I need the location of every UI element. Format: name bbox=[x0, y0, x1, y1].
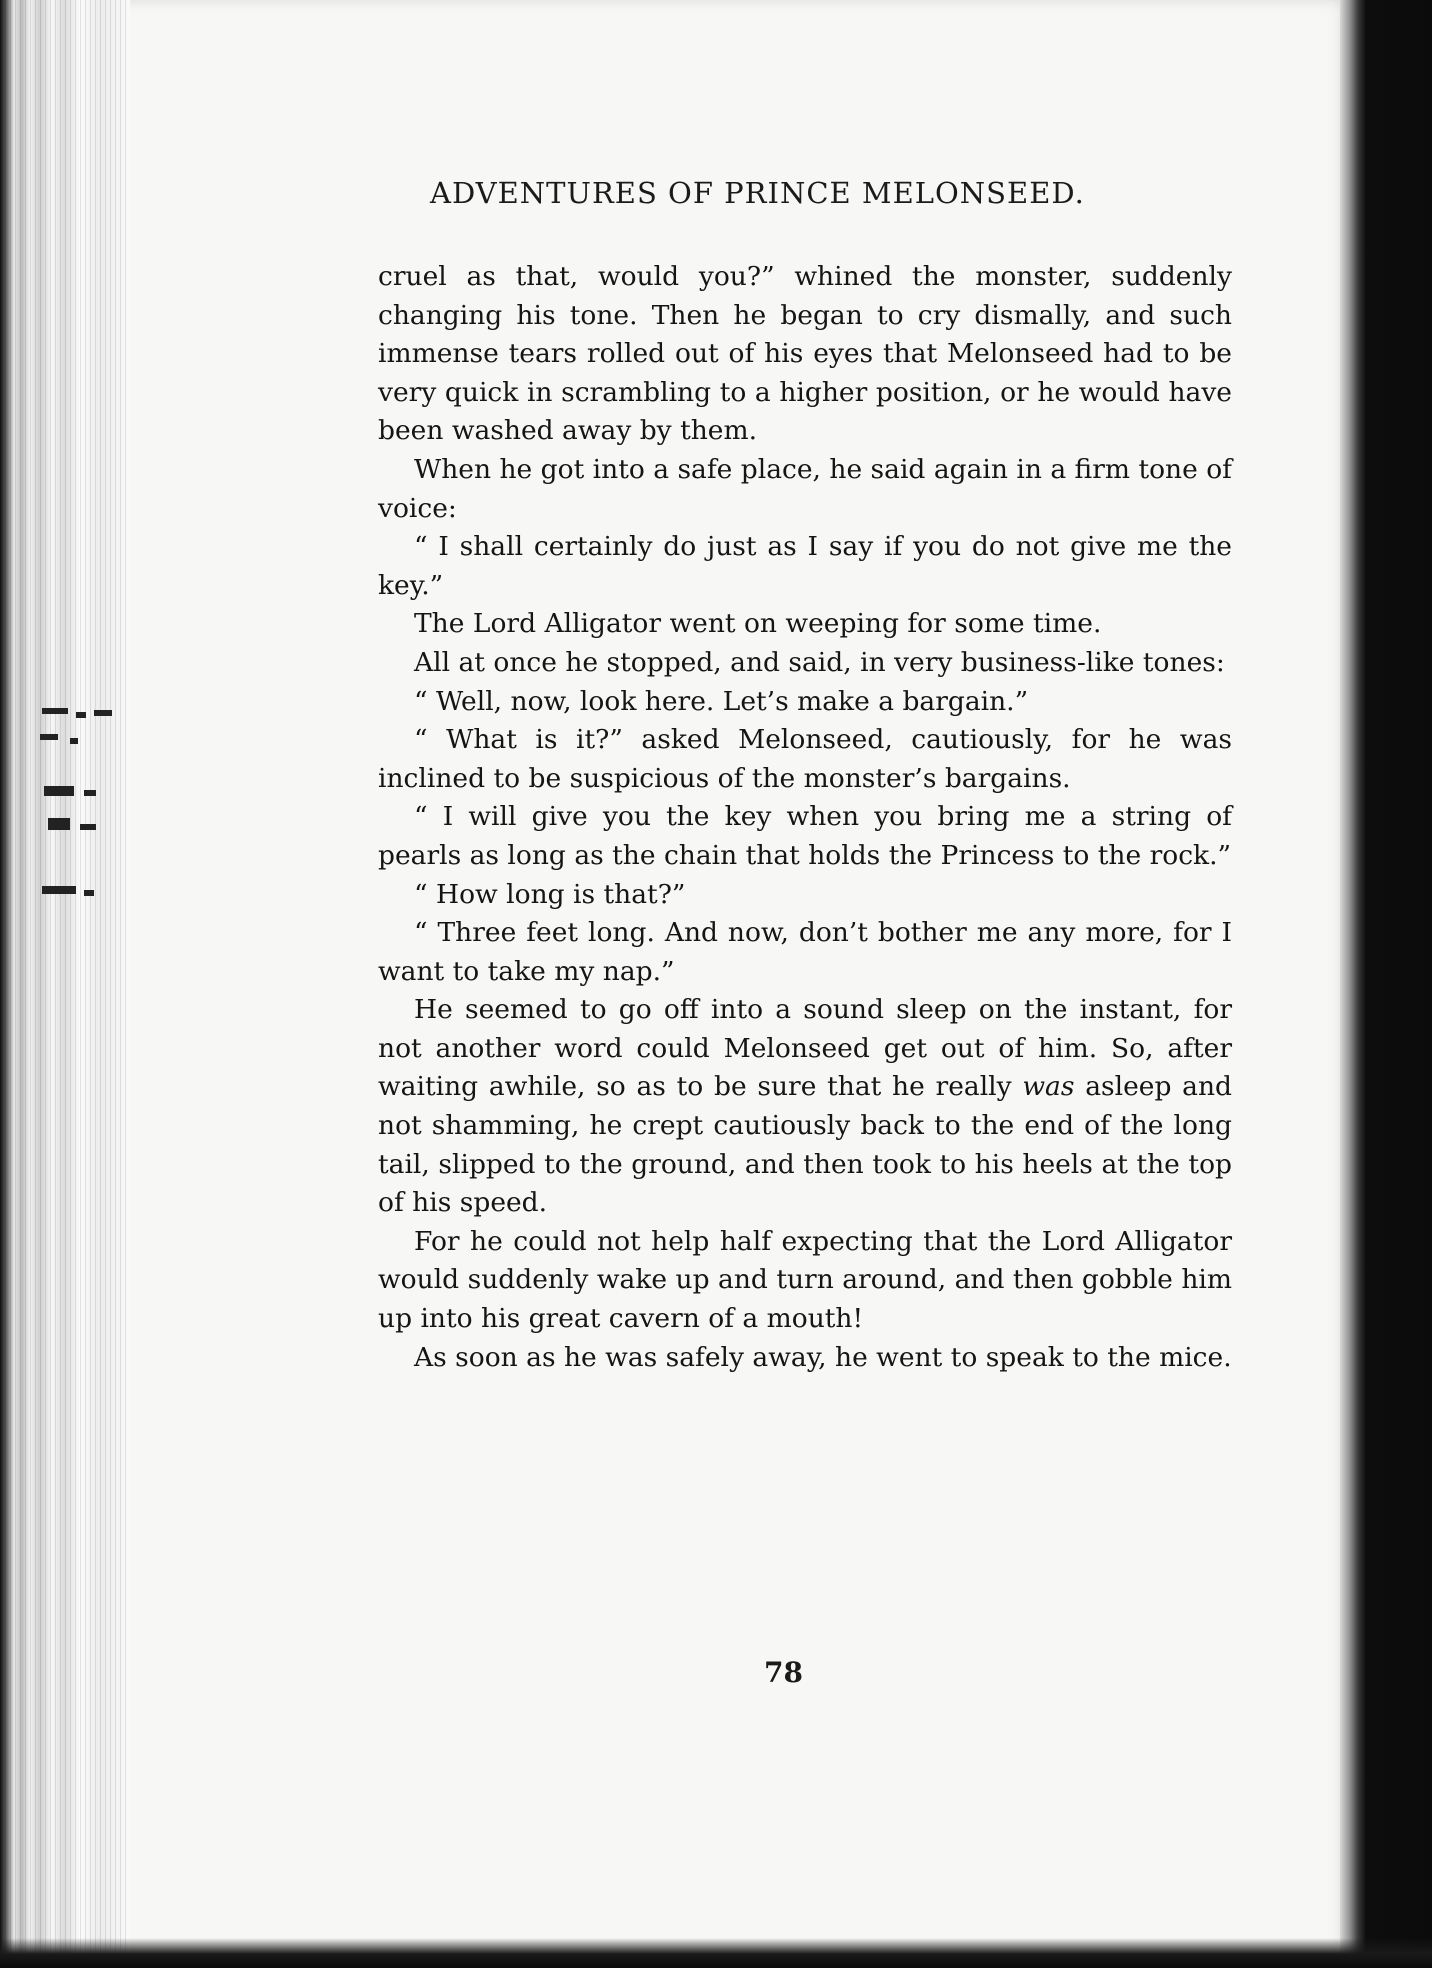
paragraph: As soon as he was safely away, he went to speak to the mice. bbox=[414, 1341, 1232, 1373]
edge-ink-marks bbox=[36, 690, 136, 920]
paragraph: “ How long is that?” bbox=[414, 878, 686, 910]
paragraph: “ Well, now, look here. Let’s make a bargain.” bbox=[414, 685, 1029, 717]
text-run: He seemed to go off into a sound sleep on the instant, for not another word could Melonseed get out of him. So, after waiting awhile, so as to be sure that he really bbox=[378, 994, 1232, 1103]
paragraph: For he could not help half expecting that the Lord Alligator would suddenly wake up and turn around, and then gobble him up into his great cavern of a mouth! bbox=[378, 1225, 1232, 1335]
paragraph: When he got into a safe place, he said again in a firm tone of voice: bbox=[378, 453, 1232, 524]
paragraph: “ What is it?” asked Melonseed, cautiously, for he was inclined to be suspicious of the monster’s bargains. bbox=[378, 724, 1232, 794]
italic-word: was bbox=[1022, 1071, 1075, 1103]
right-page-edge bbox=[1340, 0, 1432, 1968]
bottom-shadow bbox=[0, 1938, 1432, 1968]
text-run: asleep and not shamming, he crept cautiously back to the end of the long tail, slipped to the ground, and then took to his heels at the top of his speed. bbox=[378, 1071, 1232, 1219]
paragraph-with-italic bbox=[378, 991, 1232, 1223]
book-page-edges bbox=[0, 0, 130, 1968]
paragraph: “ I will give you the key when you bring me a string of pearls as long as the chain that holds the Princess to the rock.” bbox=[378, 801, 1232, 871]
page-number: 78 bbox=[764, 1656, 803, 1689]
paragraph: All at once he stopped, and said, in very business-like tones: bbox=[414, 646, 1225, 678]
paragraph: “ Three feet long. And now, don’t bother me any more, for I want to take my nap.” bbox=[378, 917, 1232, 987]
body-text bbox=[378, 258, 1232, 1377]
paragraph: cruel as that, would you?” whined the monster, suddenly changing his tone. Then he began to cry dismally, and such immense tears rolled out of his eyes that Melonseed had to be very quick in scrambling to a higher position, or he would have been washed away by them. bbox=[378, 261, 1232, 447]
running-head: ADVENTURES OF PRINCE MELONSEED. bbox=[430, 176, 1085, 210]
paragraph: The Lord Alligator went on weeping for some time. bbox=[414, 608, 1102, 640]
paragraph: “ I shall certainly do just as I say if you do not give me the key.” bbox=[378, 531, 1232, 601]
